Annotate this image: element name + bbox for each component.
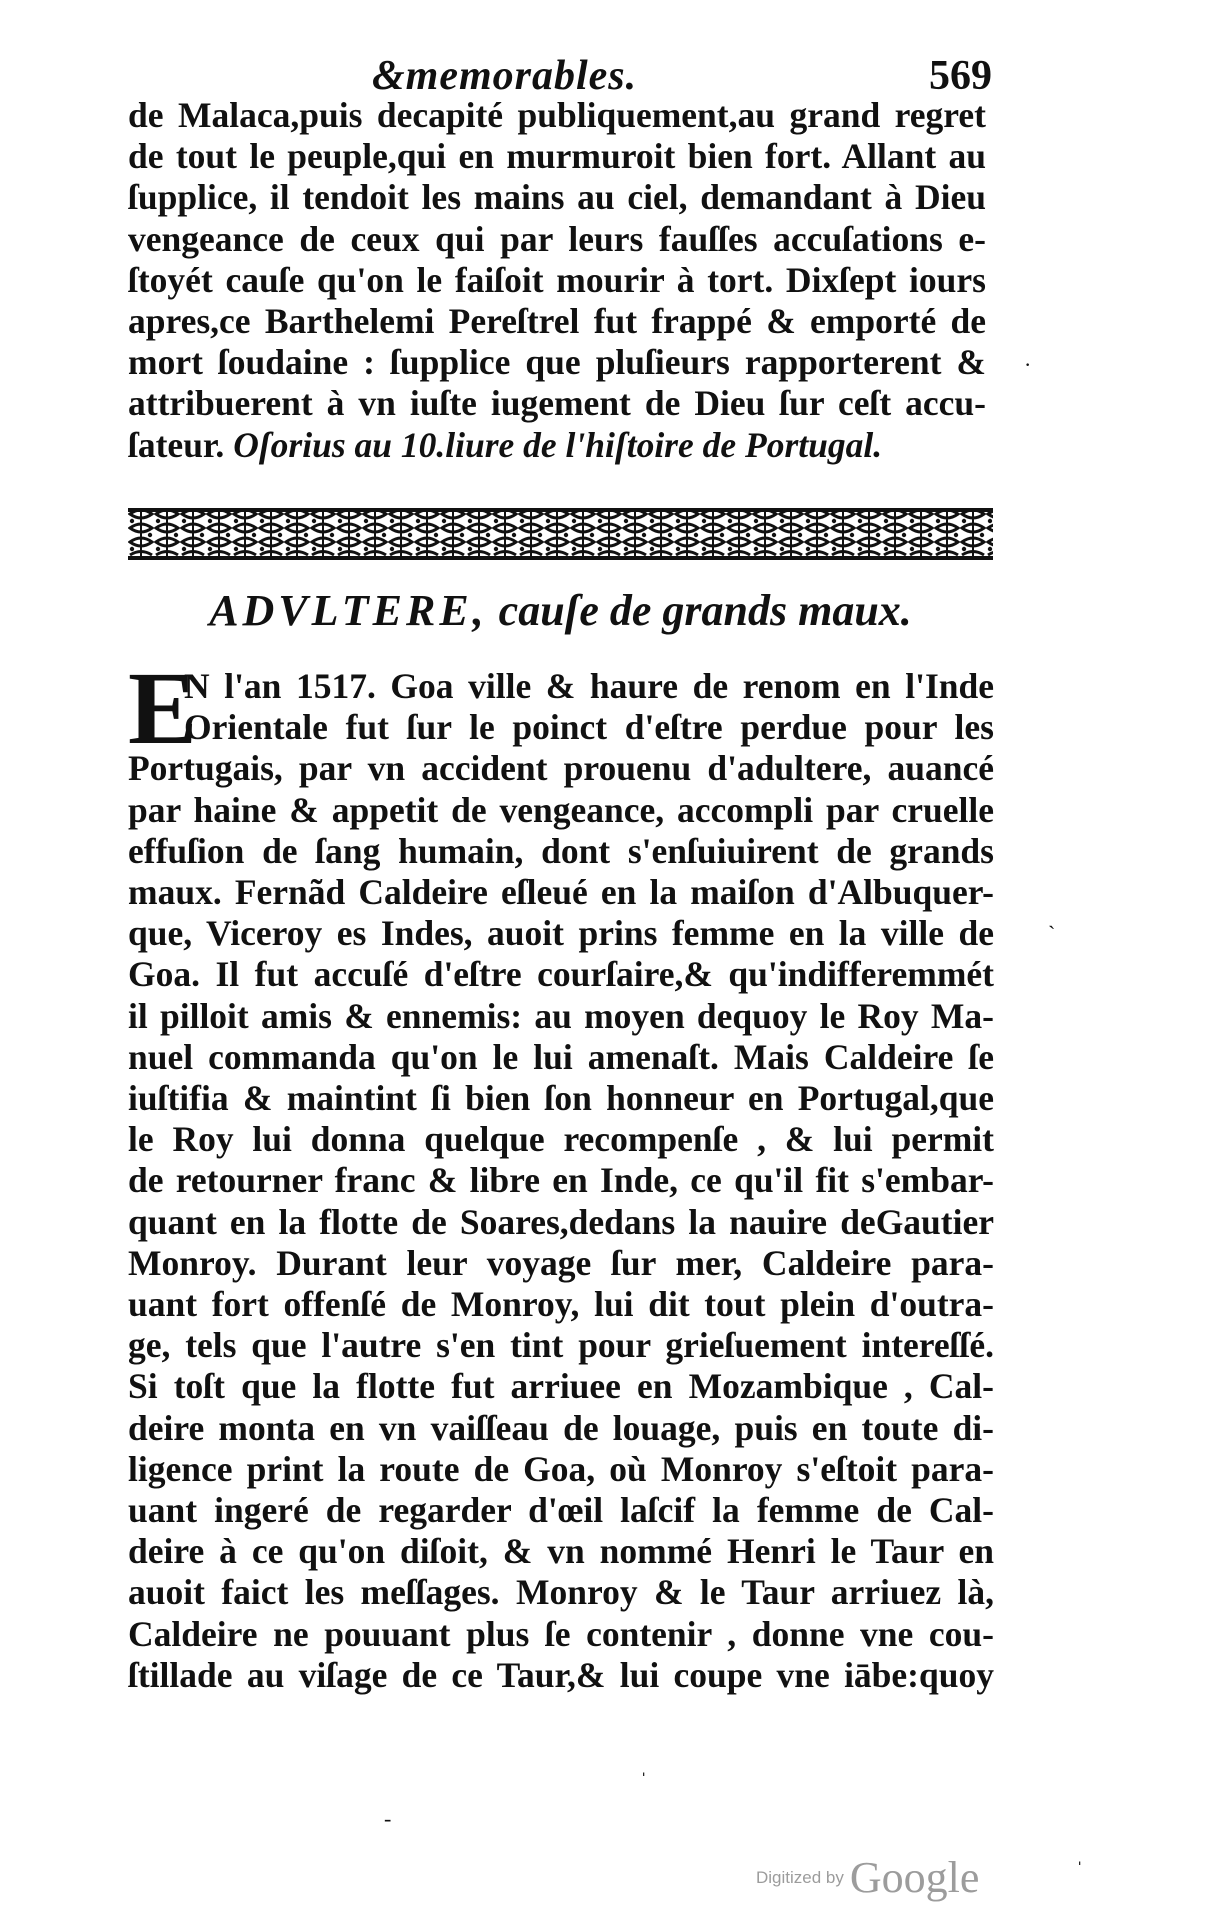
text-line: attribuerent à vn iuſte iugement de Dieu ſur ceſt accu- [128,383,986,424]
text-line: de tout le peuple,qui en murmuroit bien fort. Allant au [128,136,986,177]
text-line: Goa. Il fut accuſé d'eſtre courſaire,& qu'indifferemmét [128,954,994,995]
text-line: Caldeire ne pouuant plus ſe contenir , donne vne cou- [128,1613,994,1654]
ink-speck: ˈ [640,1768,648,1793]
text-line: ligence print la route de Goa, où Monroy s'eſtoit para- [128,1448,994,1489]
text-line: de retourner franc & libre en Inde, ce qu'il fit s'embar- [128,1160,994,1201]
decorative-band [128,508,993,560]
section-title-rest: cauſe de grands maux. [498,586,912,635]
section-title-caps: ADVLTERE, [209,586,488,635]
text-line: que, Viceroy es Indes, auoit prins femme en la ville de [128,913,994,954]
text-line: iuſtifia & maintint ſi bien ſon honneur en Portugal,que [128,1078,994,1119]
text-line: Orientale fut ſur le poinct d'eſtre perdue pour les [184,707,994,748]
text-line: Portugais, par vn accident prouenu d'adultere, auancé [128,748,994,789]
text-line: deire à ce qu'on diſoit, & vn nommé Henri le Taur en [128,1531,994,1572]
digitized-by-text: Digitized by [756,1867,844,1887]
text-line: il pilloit amis & ennemis: au moyen dequoy le Roy Ma- [128,995,994,1036]
page-number: 569 [929,53,992,99]
ink-speck: ˏ [1048,904,1056,929]
text-line: apres,ce Barthelemi Pereſtrel fut frappé & emporté de [128,301,986,342]
text-line: uant fort offenſé de Monroy, lui dit tout plein d'outra- [128,1284,994,1325]
text-line: de Malaca,puis decapité publiquement,au grand regret [128,95,986,135]
ink-speck: · [1024,352,1032,377]
citation: Oſorius au 10.liure de l'hiſtoire de Portugal. [233,424,883,465]
text-line: ſupplice, il tendoit les mains au ciel, demandant à Dieu [128,177,986,218]
section-title [128,585,993,645]
ink-speck: ˌ [1076,1840,1084,1865]
text-line: ſtoyét cauſe qu'on le faiſoit mourir à tort. Dixſept iours [128,259,986,300]
text-line: ſtillade au viſage de ce Taur,& lui coupe vne iābe:quoy [128,1654,994,1695]
text-line: nuel commanda qu'on le lui amenaſt. Mais Caldeire ſe [128,1036,994,1077]
last-line-text: ſateur. [128,424,225,465]
text-line: maux. Fernãd Caldeire eſleué en la maiſon d'Albuquer- [128,872,994,913]
text-line: N l'an 1517. Goa ville & haure de renom en l'Inde [184,666,994,706]
main-paragraph [128,651,994,1696]
google-logo: Google [849,1853,980,1902]
text-line: ge, tels que l'autre s'en tint pour grieſuement intereſſé. [128,1325,994,1366]
text-line: uant ingeré de regarder d'œil laſcif la femme de Cal- [128,1490,994,1531]
text-line: effuſion de ſang humain, dont s'enſuiuirent de grands [128,830,994,871]
text-line: Si toſt que la flotte fut arriuee en Mozambique , Cal- [128,1366,994,1407]
text-line: quant en la flotte de Soares,dedans la nauire deGautier [128,1201,994,1242]
digitization-watermark [756,1852,979,1904]
text-line: par haine & appetit de vengeance, accompli par cruelle [128,789,994,830]
text-line: auoit faict les meſſages. Monroy & le Taur arriuez là, [128,1572,994,1613]
text-line: Monroy. Durant leur voyage ſur mer, Caldeire para- [128,1242,994,1283]
text-line-last [128,425,986,466]
running-title: &memorables. [372,53,638,99]
text-line: deire monta en vn vaiſſeau de louage, puis en toute di- [128,1407,994,1448]
text-line: le Roy lui donna quelque recompenſe , & lui permit [128,1119,994,1160]
ink-speck: - [384,1806,392,1831]
text-line: mort ſoudaine : ſupplice que pluſieurs rapporterent & [128,342,986,383]
text-line: vengeance de ceux qui par leurs fauſſes accuſations e- [128,218,986,259]
drop-cap: E [128,651,198,766]
top-paragraph [128,95,986,466]
